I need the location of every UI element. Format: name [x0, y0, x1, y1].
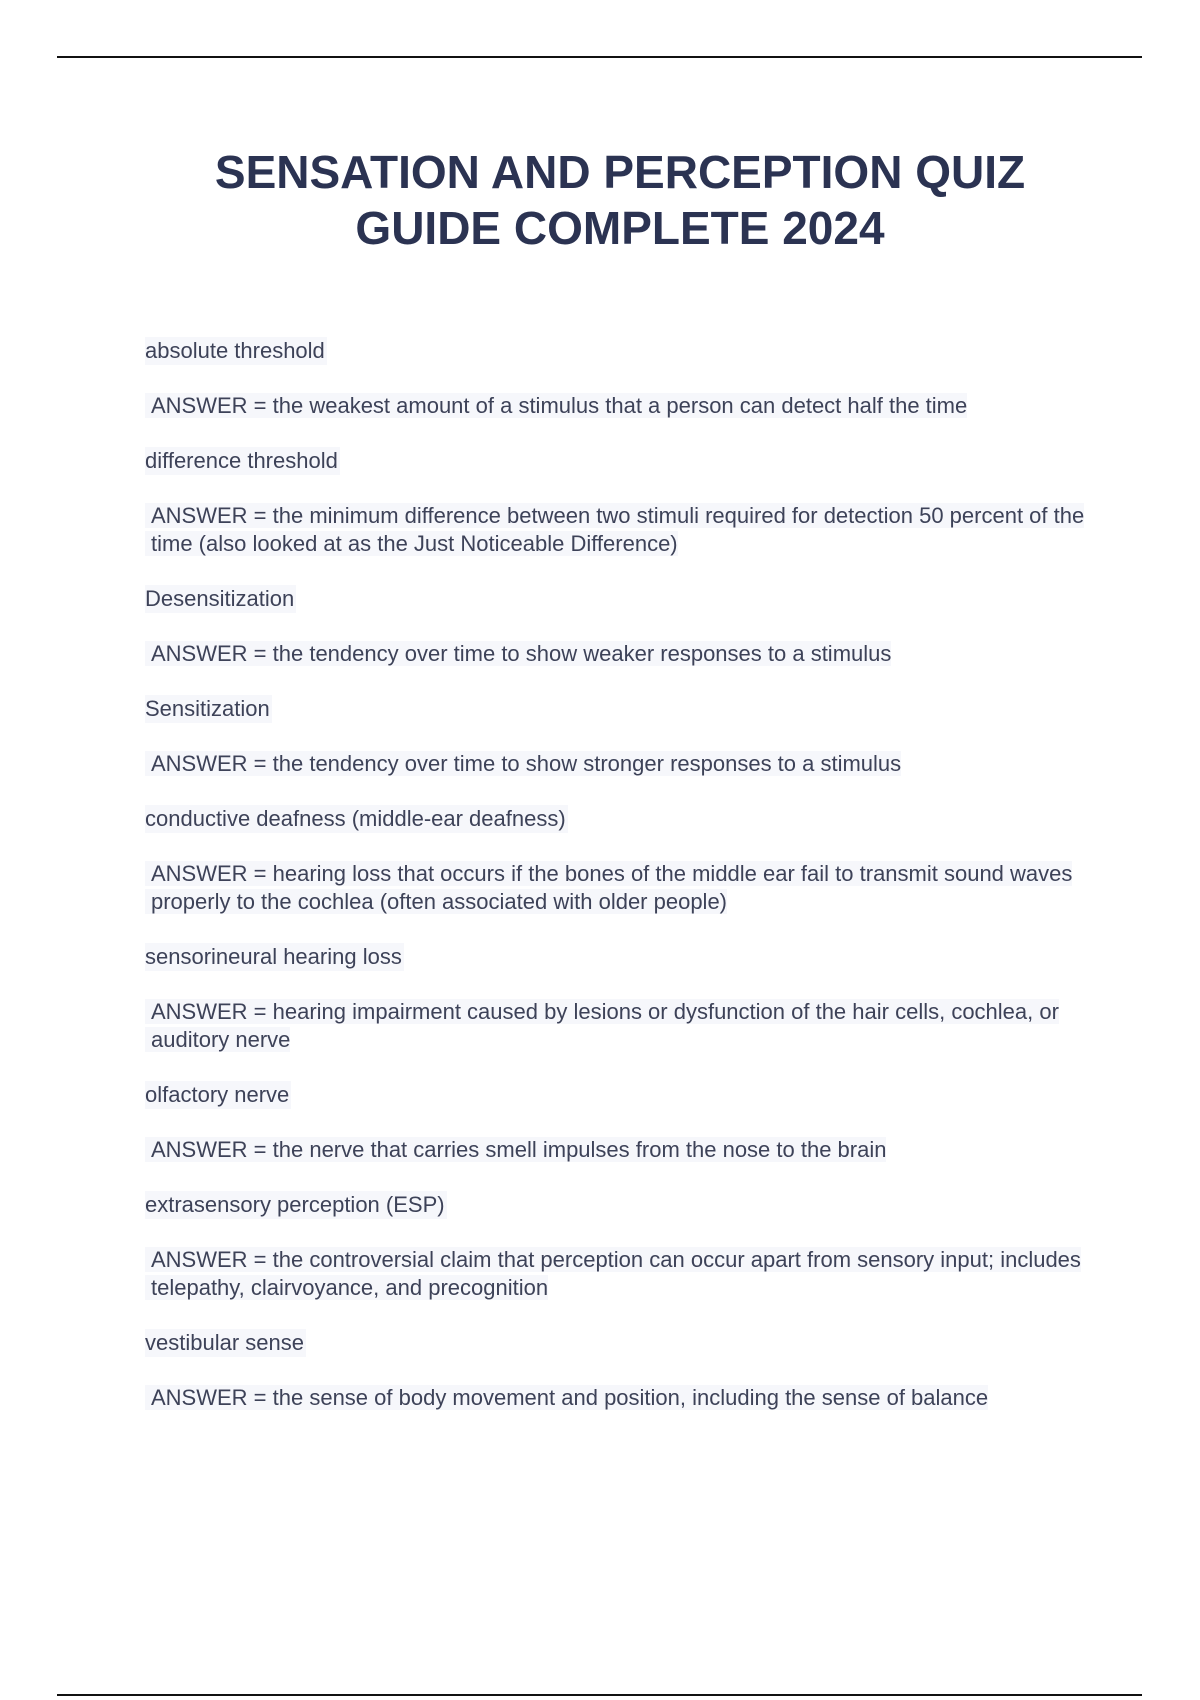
answer-definition: ANSWER = the minimum difference between two stimuli required for detection 50 percent of the time (also looked at as the Just Noticeable Difference) [145, 502, 1090, 558]
question-term: difference threshold [145, 448, 338, 473]
qa-item [145, 447, 1095, 558]
answer-definition: ANSWER = the nerve that carries smell impulses from the nose to the brain [145, 1136, 1090, 1164]
top-rule [57, 56, 1142, 58]
question-term: extrasensory perception (ESP) [145, 1192, 445, 1217]
answer-definition: ANSWER = the tendency over time to show weaker responses to a stimulus [145, 640, 1090, 668]
answer-definition: ANSWER = hearing loss that occurs if the bones of the middle ear fail to transmit sound waves properly to the cochlea (often associated with older people) [145, 860, 1090, 916]
question-term: vestibular sense [145, 1330, 304, 1355]
answer-definition: ANSWER = the controversial claim that perception can occur apart from sensory input; includes telepathy, clairvoyance, and precognition [145, 1246, 1090, 1302]
question-term: absolute threshold [145, 338, 325, 363]
qa-item [145, 1329, 1095, 1412]
qa-item [145, 1081, 1095, 1164]
qa-item [145, 943, 1095, 1054]
qa-item [145, 695, 1095, 778]
question-term: conductive deafness (middle-ear deafness) [145, 806, 566, 831]
qa-item [145, 337, 1095, 420]
qa-item [145, 585, 1095, 668]
qa-item [145, 805, 1095, 916]
qa-list [145, 337, 1095, 1439]
qa-item [145, 1191, 1095, 1302]
answer-definition: ANSWER = the tendency over time to show stronger responses to a stimulus [145, 750, 1090, 778]
question-term: sensorineural hearing loss [145, 944, 402, 969]
answer-definition: ANSWER = the weakest amount of a stimulus that a person can detect half the time [145, 392, 1090, 420]
answer-definition: ANSWER = the sense of body movement and position, including the sense of balance [145, 1384, 1090, 1412]
question-term: olfactory nerve [145, 1082, 290, 1107]
title-line-2: GUIDE COMPLETE 2024 [355, 202, 885, 254]
title-line-1: SENSATION AND PERCEPTION QUIZ [214, 146, 1026, 198]
bottom-rule [57, 1694, 1142, 1696]
answer-definition: ANSWER = hearing impairment caused by lesions or dysfunction of the hair cells, cochlea, or auditory nerve [145, 998, 1090, 1054]
question-term: Desensitization [145, 586, 295, 611]
question-term: Sensitization [145, 696, 270, 721]
document-title [130, 144, 1110, 256]
